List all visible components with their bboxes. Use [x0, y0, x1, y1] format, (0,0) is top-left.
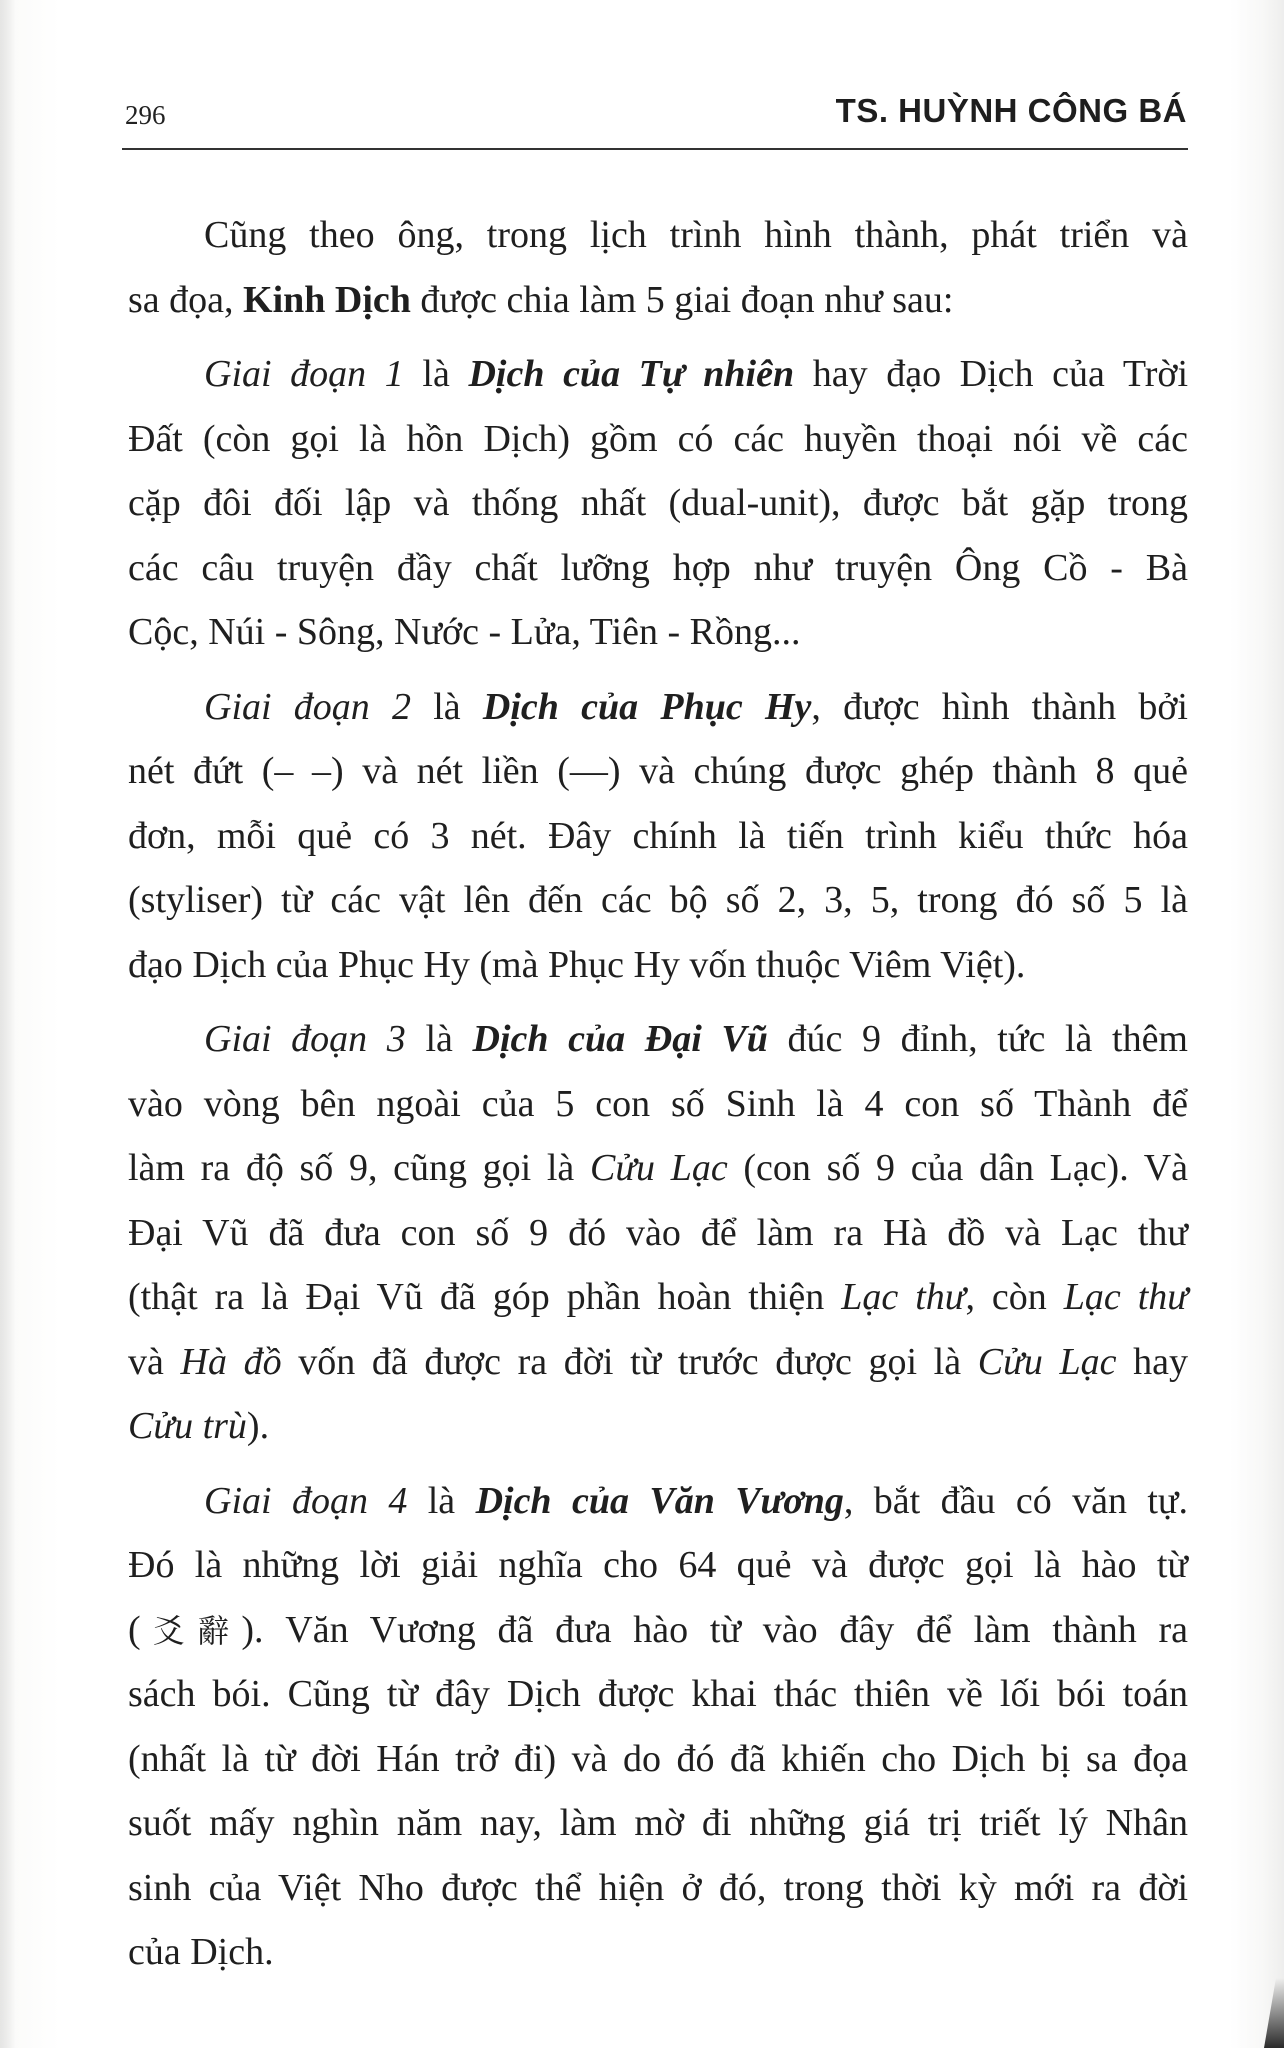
text-line	[128, 933, 1188, 998]
text-run: Cửu Lạc	[977, 1340, 1117, 1383]
body-text	[128, 203, 1188, 1985]
text-run: , bắt đầu có văn tự.	[843, 1479, 1188, 1522]
text-run: Giai đoạn 2	[204, 685, 412, 728]
text-run: Dịch của Văn Vương	[475, 1479, 844, 1522]
text-run: (styliser) từ các vật lên đến các bộ số 2, 3, 5, trong đó số 5 là	[128, 879, 1188, 921]
text-run: Giai đoạn 1	[204, 353, 404, 395]
text-line	[128, 1533, 1188, 1598]
text-run: , còn	[965, 1276, 1064, 1318]
text-line	[128, 804, 1188, 869]
text-line	[128, 1330, 1188, 1395]
text-run: là	[411, 685, 483, 728]
paragraph	[128, 1007, 1188, 1459]
text-run: 爻辭	[140, 1611, 242, 1650]
text-run: (con số 9 của dân Lạc). Và	[727, 1147, 1189, 1189]
paragraph	[128, 675, 1188, 998]
text-line	[128, 1791, 1188, 1856]
text-line	[128, 600, 1188, 665]
text-run: là	[403, 353, 469, 395]
page-number: 296	[125, 100, 166, 130]
text-run: vốn đã được ra đời từ trước được gọi là	[281, 1340, 978, 1383]
text-run: (	[128, 1608, 141, 1651]
text-line	[128, 1072, 1188, 1137]
text-line	[128, 1598, 1188, 1663]
paragraph	[128, 342, 1188, 665]
text-run: Cộc, Núi - Sông, Nước - Lửa, Tiên - Rồng...	[128, 611, 801, 653]
text-run: (thật ra là Đại Vũ đã góp phần hoàn thiện	[128, 1276, 842, 1318]
text-run: , được hình thành bởi	[811, 685, 1188, 728]
text-run: Cũng theo ông, trong lịch trình hình thành, phát triển và	[204, 214, 1188, 256]
text-run: Dịch của Đại Vũ	[472, 1018, 768, 1060]
text-run: sa đọa,	[128, 278, 244, 321]
running-head-author: TS. HUỲNH CÔNG BÁ	[835, 92, 1187, 129]
text-run: hay	[1116, 1340, 1188, 1383]
text-line	[128, 1662, 1188, 1727]
text-run: Hà đồ	[180, 1340, 282, 1383]
header-rule	[122, 148, 1188, 150]
text-line	[128, 1136, 1188, 1201]
text-line	[128, 1469, 1188, 1534]
text-run: Cửu trù	[128, 1405, 247, 1447]
text-run: được chia làm 5 giai đoạn như sau:	[410, 278, 954, 321]
text-run: các câu truyện đầy chất lưỡng hợp như truyện Ông Cồ - Bà	[128, 546, 1188, 589]
text-run: Giai đoạn 3	[204, 1018, 406, 1060]
text-line	[128, 1265, 1188, 1330]
text-run: và	[128, 1340, 181, 1383]
text-run: nét đứt (– –) và nét liền (—) và chúng được ghép thành 8 quẻ	[128, 750, 1188, 792]
text-line	[128, 1727, 1188, 1792]
text-run: đúc 9 đỉnh, tức là thêm	[767, 1018, 1188, 1060]
page-spine-shadow	[0, 0, 16, 2048]
text-run: Đó là những lời giải nghĩa cho 64 quẻ và được gọi là hào từ	[128, 1544, 1188, 1586]
text-line	[128, 407, 1188, 472]
text-run: là	[405, 1018, 473, 1060]
text-line	[128, 536, 1188, 601]
text-run: ). Văn Vương đã đưa hào từ vào đây để làm thành ra	[241, 1608, 1188, 1651]
text-run: vào vòng bên ngoài của 5 con số Sinh là 4 con số Thành để	[128, 1082, 1188, 1125]
text-line	[128, 1201, 1188, 1266]
text-line	[128, 739, 1188, 804]
text-line	[128, 471, 1188, 536]
text-run: Dịch của Tự nhiên	[468, 353, 795, 395]
text-line	[128, 1856, 1188, 1921]
text-run: ).	[246, 1405, 270, 1447]
text-run: Lạc thư	[841, 1276, 966, 1318]
text-run: đạo Dịch của Phục Hy (mà Phục Hy vốn thuộc Viêm Việt).	[128, 943, 1026, 986]
text-run: hay đạo Dịch của Trời	[794, 353, 1189, 395]
text-run: làm ra độ số 9, cũng gọi là	[128, 1147, 590, 1189]
text-line	[128, 268, 1188, 333]
text-run: Dịch của Phục Hy	[482, 685, 812, 728]
text-run: sách bói. Cũng từ đây Dịch được khai thác thiên về lối bói toán	[128, 1673, 1188, 1715]
text-run: của Dịch.	[128, 1931, 274, 1973]
text-run: (nhất là từ đời Hán trở đi) và do đó đã khiến cho Dịch bị sa đọa	[128, 1737, 1188, 1780]
text-line	[128, 1394, 1188, 1459]
text-run: Lạc thư	[1063, 1276, 1188, 1318]
text-line	[128, 203, 1188, 268]
text-line	[128, 1920, 1188, 1985]
text-run: sinh của Việt Nho được thể hiện ở đó, trong thời kỳ mới ra đời	[128, 1866, 1188, 1909]
text-run: Cửu Lạc	[589, 1147, 728, 1189]
text-line	[128, 675, 1188, 740]
text-run: Đất (còn gọi là hồn Dịch) gồm có các huyền thoại nói về các	[128, 417, 1188, 460]
paragraph	[128, 1469, 1188, 1985]
text-run: cặp đôi đối lập và thống nhất (dual-unit), được bắt gặp trong	[128, 482, 1188, 524]
text-run: là	[407, 1479, 476, 1522]
page-header	[125, 92, 1187, 140]
text-line	[128, 342, 1188, 407]
text-run: Kinh Dịch	[243, 278, 411, 321]
text-line	[128, 1007, 1188, 1072]
text-run: đơn, mỗi quẻ có 3 nét. Đây chính là tiến trình kiểu thức hóa	[128, 814, 1188, 857]
page-edge-mark	[1264, 1978, 1284, 2048]
text-line	[128, 868, 1188, 933]
paragraph	[128, 203, 1188, 332]
text-run: Giai đoạn 4	[204, 1479, 408, 1522]
text-run: suốt mấy nghìn năm nay, làm mờ đi những giá trị triết lý Nhân	[128, 1802, 1188, 1844]
text-run: Đại Vũ đã đưa con số 9 đó vào để làm ra Hà đồ và Lạc thư	[128, 1211, 1188, 1254]
